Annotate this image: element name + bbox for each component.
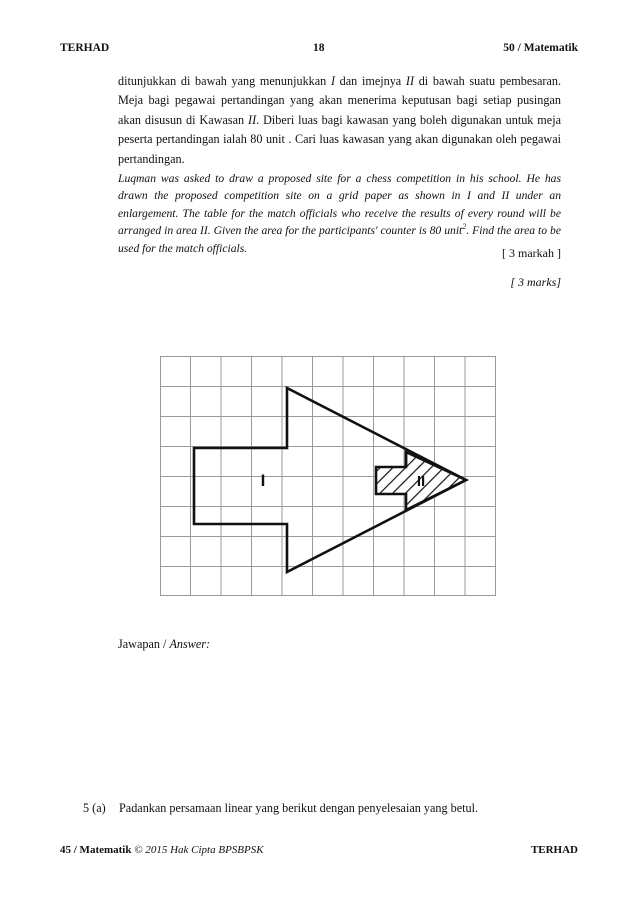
label-II: II [416, 473, 426, 490]
marks-malay: [ 3 markah ] [502, 246, 561, 260]
footer-left: 45 / Matematik © 2015 Hak Cipta BPSBPSK [60, 844, 264, 856]
enlargement-diagram [160, 356, 496, 596]
label-I: I [260, 471, 266, 490]
answer-label: Jawapan / Answer: [118, 637, 211, 651]
header-left: TERHAD [60, 42, 110, 54]
question-5a-text: Padankan persamaan linear yang berikut dengan penyelesaian yang betul. [119, 801, 479, 815]
page-number: 18 [313, 42, 325, 54]
footer-right: TERHAD [530, 844, 578, 856]
question-malay-text: ditunjukkan di bawah yang menunjukkan I dan imejnya II di bawah suatu pembesaran. Meja bagi pegawai pertandingan yang akan menerima keputusan bagi setiap pusingan akan disusun di Kawasan II. Diberi luas bagi kawasan yang boleh digunakan untuk meja peserta pertandingan ialah 80 unit . Cari luas kawasan yang akan digunakan oleh pegawai pertandingan. [118, 74, 561, 166]
header-right: 50 / Matematik [503, 42, 578, 54]
question-5a-number: 5 (a) [83, 801, 106, 815]
marks-english: [ 3 marks] [510, 275, 561, 289]
question-english-text: Luqman was asked to draw a proposed site for a chess competition in his school. He has drawn the proposed competition site on a grid paper as shown in I and II under an enlargement. The table for the match officials who receive the results of every round will be arranged in area II. Given the area for the participants' counter is 80 unit$^2$. Find the area to be used for the match officials. [118, 172, 562, 255]
